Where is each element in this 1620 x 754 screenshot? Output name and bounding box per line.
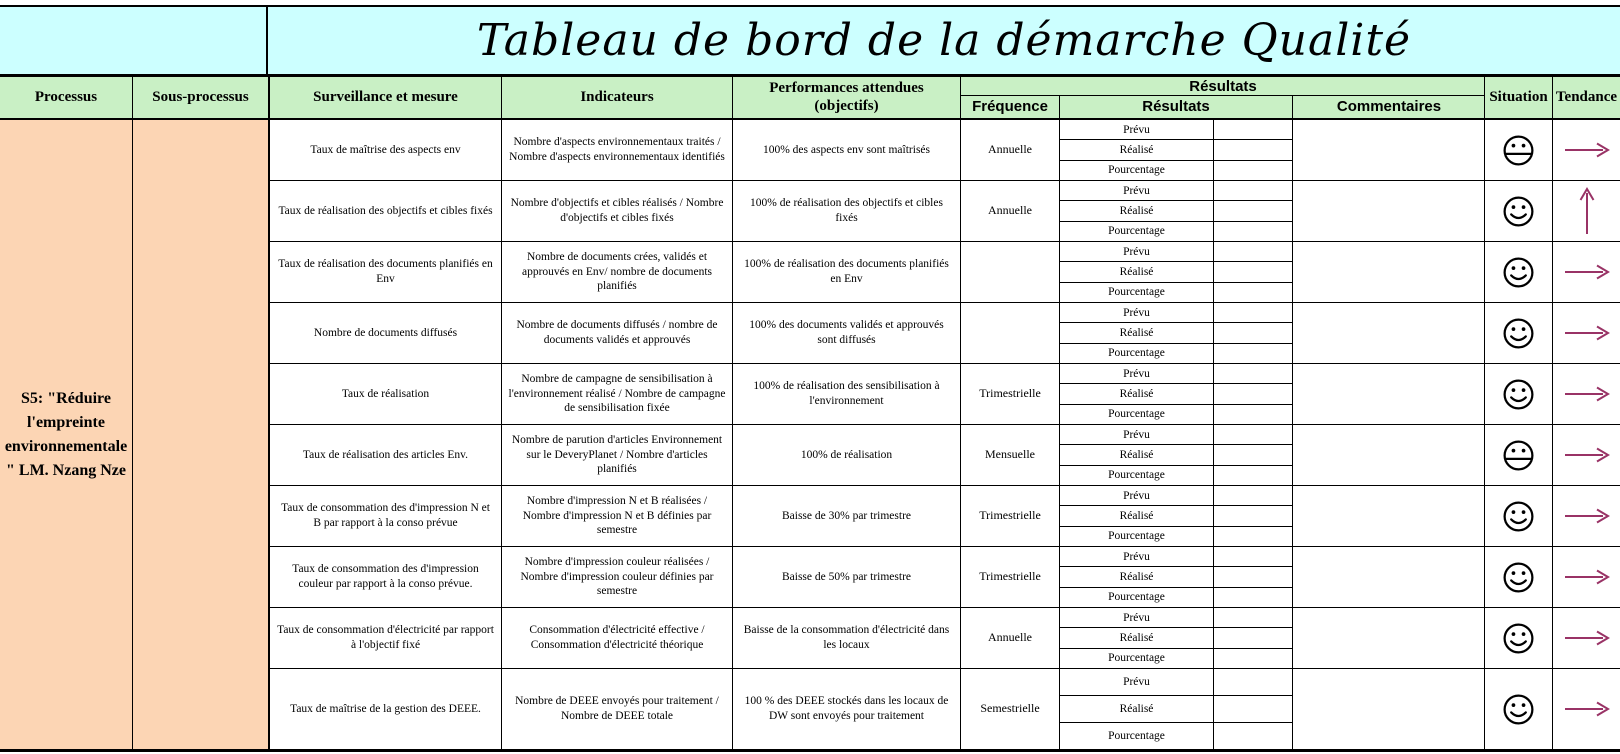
- top-margin: [0, 0, 1620, 7]
- frequence-text: Semestrielle: [980, 701, 1040, 716]
- pourcentage-label-cell[interactable]: Pourcentage: [1108, 286, 1165, 299]
- pourcentage-label-cell[interactable]: Pourcentage: [1108, 469, 1165, 482]
- surveillance-text: Taux de consommation des d'impression couleur par rapport à la conso prévue.: [292, 563, 479, 590]
- surveillance-text: Taux de maîtrise des aspects env: [310, 143, 461, 156]
- indicateur-cell[interactable]: [502, 608, 733, 668]
- header-resultats-group-label[interactable]: Résultats: [961, 77, 1485, 96]
- tendance-cell[interactable]: [1553, 303, 1620, 363]
- prevu-label-cell[interactable]: Prévu: [1060, 120, 1213, 140]
- realise-value-cell[interactable]: [1214, 323, 1292, 343]
- resultat-label-column: [1060, 608, 1214, 668]
- prevu-value-cell[interactable]: [1214, 242, 1292, 262]
- resultat-label-column: [1060, 303, 1214, 363]
- surveillance-cell[interactable]: [270, 364, 502, 424]
- smiley-face-icon: [1502, 500, 1535, 533]
- neutral-face-icon: [1502, 134, 1535, 167]
- frequence-cell[interactable]: [961, 669, 1060, 749]
- smiley-face-icon: [1502, 693, 1535, 726]
- resultat-label-column: [1060, 120, 1214, 180]
- prevu-value-cell[interactable]: [1214, 120, 1292, 140]
- prevu-label-cell[interactable]: Prévu: [1060, 242, 1213, 262]
- arrow-right-icon: [1563, 445, 1611, 465]
- performance-cell[interactable]: [733, 364, 961, 424]
- resultat-label-column: [1060, 547, 1214, 607]
- table-row: [270, 608, 1620, 669]
- pourcentage-label-cell[interactable]: Pourcentage: [1108, 408, 1165, 421]
- frequence-cell[interactable]: [961, 608, 1060, 668]
- tendance-cell[interactable]: [1553, 547, 1620, 607]
- table-row: [270, 547, 1620, 608]
- commentaire-cell[interactable]: [1293, 669, 1485, 749]
- prevu-label-cell[interactable]: Prévu: [1060, 669, 1213, 696]
- smiley-face-icon: [1502, 195, 1535, 228]
- indicateur-text: Consommation d'électricité effective / Consommation d'électricité théorique: [529, 624, 705, 651]
- resultat-value-column: [1214, 242, 1293, 302]
- smiley-face-icon: [1502, 378, 1535, 411]
- pourcentage-value-cell[interactable]: [1214, 405, 1292, 424]
- frequence-cell[interactable]: [961, 425, 1060, 485]
- commentaire-cell[interactable]: [1293, 364, 1485, 424]
- situation-cell[interactable]: [1485, 242, 1553, 302]
- situation-cell[interactable]: [1485, 120, 1553, 180]
- realise-value-cell[interactable]: [1214, 445, 1292, 465]
- resultat-label-column: [1060, 669, 1214, 749]
- performance-text: 100% de réalisation des objectifs et cibles fixés: [750, 197, 943, 224]
- situation-cell[interactable]: [1485, 181, 1553, 241]
- empty-corner-cell[interactable]: [0, 7, 268, 74]
- table-row: [270, 181, 1620, 242]
- header-processus[interactable]: Processus: [0, 77, 133, 118]
- resultat-label-column: [1060, 425, 1214, 485]
- frequence-text: Trimestrielle: [979, 569, 1041, 584]
- surveillance-cell[interactable]: [270, 669, 502, 749]
- arrow-right-icon: [1563, 506, 1611, 526]
- performance-cell[interactable]: [733, 547, 961, 607]
- prevu-value-cell[interactable]: [1214, 486, 1292, 506]
- arrow-right-icon: [1563, 567, 1611, 587]
- resultat-label-column: [1060, 242, 1214, 302]
- frequence-cell[interactable]: [961, 547, 1060, 607]
- surveillance-cell[interactable]: [270, 120, 502, 180]
- prevu-label-cell[interactable]: Prévu: [1060, 425, 1213, 445]
- table-row: [270, 242, 1620, 303]
- realise-label-cell[interactable]: Réalisé: [1060, 628, 1213, 648]
- pourcentage-value-cell[interactable]: [1214, 161, 1292, 180]
- resultat-value-column: [1214, 181, 1293, 241]
- indicateur-cell[interactable]: [502, 669, 733, 749]
- pourcentage-value-cell[interactable]: [1214, 527, 1292, 546]
- realise-value-cell[interactable]: [1214, 201, 1292, 221]
- performance-text: Baisse de 30% par trimestre: [781, 509, 911, 522]
- header-situation[interactable]: Situation: [1485, 77, 1553, 118]
- arrow-right-icon: [1563, 384, 1611, 404]
- table-row: [270, 486, 1620, 547]
- surveillance-text: Taux de consommation des d'impression N et B par rapport à la conso prévue: [281, 502, 490, 529]
- surveillance-cell[interactable]: [270, 425, 502, 485]
- pourcentage-label-cell[interactable]: Pourcentage: [1108, 347, 1165, 360]
- neutral-face-icon: [1502, 439, 1535, 472]
- prevu-label-cell[interactable]: Prévu: [1060, 303, 1213, 323]
- realise-value-cell[interactable]: [1214, 506, 1292, 526]
- dashboard-title-cell[interactable]: [268, 7, 1620, 74]
- header-frequence[interactable]: Fréquence: [961, 96, 1060, 118]
- pourcentage-value-cell[interactable]: [1214, 466, 1292, 485]
- prevu-label-cell[interactable]: Prévu: [1060, 181, 1213, 201]
- realise-value-cell[interactable]: [1214, 567, 1292, 587]
- performance-cell[interactable]: [733, 181, 961, 241]
- header-resultats-subrow: [961, 96, 1485, 118]
- tendance-cell[interactable]: [1553, 181, 1620, 241]
- frequence-cell[interactable]: [961, 303, 1060, 363]
- commentaire-cell[interactable]: [1293, 303, 1485, 363]
- resultat-label-column: [1060, 486, 1214, 546]
- indicateur-text: Nombre de documents diffusés / nombre de documents validés et approuvés: [516, 319, 718, 346]
- frequence-text: Trimestrielle: [979, 386, 1041, 401]
- realise-value-cell[interactable]: [1214, 628, 1292, 648]
- prevu-value-cell[interactable]: [1214, 181, 1292, 201]
- header-performances-text: Performances attendues (objectifs): [769, 80, 924, 114]
- pourcentage-value-cell[interactable]: [1214, 723, 1292, 749]
- indicateur-text: Nombre de campagne de sensibilisation à l'environnement réalisé / Nombre de campagne de sensibilisation fixée: [508, 372, 726, 415]
- frequence-cell[interactable]: [961, 120, 1060, 180]
- pourcentage-label-cell[interactable]: Pourcentage: [1108, 225, 1165, 238]
- performance-cell[interactable]: [733, 486, 961, 546]
- arrow-right-icon: [1563, 140, 1611, 160]
- indicateur-text: Nombre d'aspects environnementaux traités / Nombre d'aspects environnementaux identifiés: [509, 136, 725, 163]
- arrow-right-icon: [1563, 262, 1611, 282]
- commentaire-cell[interactable]: [1293, 120, 1485, 180]
- processus-merged-cell[interactable]: [0, 120, 133, 749]
- indicateur-cell[interactable]: [502, 486, 733, 546]
- indicateur-text: Nombre de documents crées, validés et approuvés en Env/ nombre de documents planifiés: [521, 250, 713, 293]
- situation-cell[interactable]: [1485, 425, 1553, 485]
- realise-label-cell[interactable]: Réalisé: [1060, 201, 1213, 221]
- indicateur-cell[interactable]: [502, 364, 733, 424]
- surveillance-cell[interactable]: [270, 486, 502, 546]
- commentaire-cell[interactable]: [1293, 181, 1485, 241]
- pourcentage-value-cell[interactable]: [1214, 588, 1292, 607]
- pourcentage-label-cell[interactable]: Pourcentage: [1108, 730, 1165, 742]
- frequence-cell[interactable]: [961, 181, 1060, 241]
- tendance-cell[interactable]: [1553, 425, 1620, 485]
- realise-value-cell[interactable]: [1214, 262, 1292, 282]
- table-body: [0, 120, 1620, 752]
- arrow-right-icon: [1563, 699, 1611, 719]
- frequence-text: Annuelle: [988, 142, 1032, 157]
- page-title: Tableau de bord de la démarche Qualité: [476, 15, 1412, 66]
- prevu-value-cell[interactable]: [1214, 608, 1292, 628]
- situation-cell[interactable]: [1485, 669, 1553, 749]
- pourcentage-value-cell[interactable]: [1214, 222, 1292, 241]
- surveillance-text: Taux de consommation d'électricité par rapport à l'objectif fixé: [277, 624, 494, 651]
- surveillance-cell[interactable]: [270, 608, 502, 668]
- realise-label-cell[interactable]: Réalisé: [1060, 262, 1213, 282]
- frequence-text: Trimestrielle: [979, 508, 1041, 523]
- situation-cell[interactable]: [1485, 547, 1553, 607]
- arrow-right-icon: [1563, 628, 1611, 648]
- resultat-value-column: [1214, 120, 1293, 180]
- tendance-cell[interactable]: [1553, 242, 1620, 302]
- performance-text: 100% de réalisation des sensibilisation à l'environnement: [753, 380, 940, 407]
- tendance-cell[interactable]: [1553, 486, 1620, 546]
- frequence-cell[interactable]: [961, 486, 1060, 546]
- indicateur-cell[interactable]: [502, 120, 733, 180]
- surveillance-text: Nombre de documents diffusés: [313, 326, 458, 339]
- prevu-value-cell[interactable]: [1214, 303, 1292, 323]
- surveillance-text: Taux de réalisation: [341, 387, 430, 400]
- header-resultats-sub[interactable]: Résultats: [1060, 96, 1293, 118]
- performance-text: 100% de réalisation: [800, 448, 893, 461]
- performance-cell[interactable]: [733, 669, 961, 749]
- performance-text: 100% des aspects env sont maîtrisés: [762, 143, 931, 156]
- realise-value-cell[interactable]: [1214, 384, 1292, 404]
- arrow-up-icon: [1577, 186, 1597, 236]
- table-row: [270, 425, 1620, 486]
- smiley-face-icon: [1502, 317, 1535, 350]
- realise-label-cell[interactable]: Réalisé: [1060, 323, 1213, 343]
- tendance-cell[interactable]: [1553, 120, 1620, 180]
- table-row: [270, 669, 1620, 749]
- prevu-label-cell[interactable]: Prévu: [1060, 608, 1213, 628]
- tendance-cell[interactable]: [1553, 608, 1620, 668]
- tendance-cell[interactable]: [1553, 364, 1620, 424]
- frequence-text: Annuelle: [988, 630, 1032, 645]
- commentaire-cell[interactable]: [1293, 425, 1485, 485]
- resultat-label-column: [1060, 364, 1214, 424]
- frequence-text: Mensuelle: [985, 447, 1035, 462]
- indicateur-text: Nombre de parution d'articles Environnement sur le DeveryPlanet / Nombre d'articles planifiés: [511, 433, 723, 476]
- smiley-face-icon: [1502, 622, 1535, 655]
- surveillance-text: Taux de réalisation des articles Env.: [302, 448, 469, 461]
- prevu-value-cell[interactable]: [1214, 364, 1292, 384]
- commentaire-cell[interactable]: [1293, 547, 1485, 607]
- realise-label-cell[interactable]: Réalisé: [1060, 506, 1213, 526]
- surveillance-cell[interactable]: [270, 181, 502, 241]
- pourcentage-label-cell[interactable]: Pourcentage: [1108, 591, 1165, 604]
- resultat-value-column: [1214, 608, 1293, 668]
- pourcentage-label-cell[interactable]: Pourcentage: [1108, 164, 1165, 177]
- pourcentage-value-cell[interactable]: [1214, 649, 1292, 668]
- resultat-value-column: [1214, 303, 1293, 363]
- situation-cell[interactable]: [1485, 303, 1553, 363]
- indicateur-cell[interactable]: [502, 425, 733, 485]
- header-tendance[interactable]: Tendance: [1555, 88, 1618, 105]
- processus-text: S5: "Réduire l'empreinte environnementale" LM. Nzang Nze: [4, 389, 128, 479]
- table-row: [270, 120, 1620, 181]
- resultat-value-column: [1214, 547, 1293, 607]
- column-header-row: [0, 77, 1620, 120]
- indicateur-cell[interactable]: [502, 547, 733, 607]
- situation-cell[interactable]: [1485, 486, 1553, 546]
- situation-cell[interactable]: [1485, 364, 1553, 424]
- commentaire-cell[interactable]: [1293, 242, 1485, 302]
- prevu-value-cell[interactable]: [1214, 669, 1292, 696]
- performance-cell[interactable]: [733, 303, 961, 363]
- realise-value-cell[interactable]: [1214, 696, 1292, 723]
- indicateur-cell[interactable]: [502, 303, 733, 363]
- situation-cell[interactable]: [1485, 608, 1553, 668]
- realise-label-cell[interactable]: Réalisé: [1060, 445, 1213, 465]
- indicateur-cell[interactable]: [502, 181, 733, 241]
- performance-cell[interactable]: [733, 425, 961, 485]
- resultat-label-column: [1060, 181, 1214, 241]
- tendance-cell[interactable]: [1553, 669, 1620, 749]
- resultat-value-column: [1214, 486, 1293, 546]
- surveillance-text: Taux de réalisation des documents planifiés en Env: [278, 258, 493, 285]
- realise-label-cell[interactable]: Réalisé: [1060, 140, 1213, 160]
- resultat-value-column: [1214, 364, 1293, 424]
- surveillance-cell[interactable]: [270, 303, 502, 363]
- prevu-label-cell[interactable]: Prévu: [1060, 486, 1213, 506]
- surveillance-text: Taux de maîtrise de la gestion des DEEE.: [290, 702, 481, 715]
- prevu-value-cell[interactable]: [1214, 547, 1292, 567]
- frequence-text: Annuelle: [988, 203, 1032, 218]
- prevu-label-cell[interactable]: Prévu: [1060, 364, 1213, 384]
- frequence-cell[interactable]: [961, 242, 1060, 302]
- header-sous-processus[interactable]: Sous-processus: [133, 77, 270, 118]
- header-resultats-group: [961, 77, 1485, 118]
- sous-processus-merged-cell[interactable]: [133, 120, 270, 749]
- performance-text: 100% de réalisation des documents planifiés en Env: [744, 258, 949, 285]
- data-rows: [270, 120, 1620, 749]
- realise-label-cell[interactable]: Réalisé: [1060, 567, 1213, 587]
- arrow-right-icon: [1563, 323, 1611, 343]
- indicateur-text: Nombre de DEEE envoyés pour traitement / Nombre de DEEE totale: [515, 695, 719, 722]
- header-indicateurs[interactable]: Indicateurs: [502, 77, 733, 118]
- pourcentage-label-cell[interactable]: Pourcentage: [1108, 652, 1165, 665]
- performance-text: 100 % des DEEE stockés dans les locaux de DW sont envoyés pour traitement: [744, 695, 949, 722]
- performance-cell[interactable]: [733, 120, 961, 180]
- table-row: [270, 364, 1620, 425]
- performance-cell[interactable]: [733, 608, 961, 668]
- performance-text: Baisse de 50% par trimestre: [781, 570, 911, 583]
- commentaire-cell[interactable]: [1293, 486, 1485, 546]
- pourcentage-value-cell[interactable]: [1214, 283, 1292, 302]
- prevu-label-cell[interactable]: Prévu: [1060, 547, 1213, 567]
- header-surveillance[interactable]: Surveillance et mesure: [270, 77, 502, 118]
- indicateur-text: Nombre d'objectifs et cibles réalisés / Nombre d'objectifs et cibles fixés: [510, 197, 724, 224]
- commentaire-cell[interactable]: [1293, 608, 1485, 668]
- header-performances[interactable]: [733, 77, 961, 118]
- performance-text: 100% des documents validés et approuvés sont diffusés: [749, 319, 944, 346]
- realise-value-cell[interactable]: [1214, 140, 1292, 160]
- pourcentage-value-cell[interactable]: [1214, 344, 1292, 363]
- frequence-cell[interactable]: [961, 364, 1060, 424]
- header-commentaires[interactable]: Commentaires: [1336, 98, 1442, 116]
- realise-label-cell[interactable]: Réalisé: [1060, 384, 1213, 404]
- surveillance-cell[interactable]: [270, 547, 502, 607]
- resultat-value-column: [1214, 425, 1293, 485]
- indicateur-cell[interactable]: [502, 242, 733, 302]
- surveillance-text: Taux de réalisation des objectifs et cibles fixés: [278, 204, 493, 217]
- prevu-value-cell[interactable]: [1214, 425, 1292, 445]
- performance-text: Baisse de la consommation d'électricité dans les locaux: [743, 624, 950, 651]
- table-row: [270, 303, 1620, 364]
- resultat-value-column: [1214, 669, 1293, 749]
- indicateur-text: Nombre d'impression couleur réalisées / Nombre d'impression couleur définies par semestre: [520, 555, 714, 598]
- smiley-face-icon: [1502, 256, 1535, 289]
- realise-label-cell[interactable]: Réalisé: [1060, 696, 1213, 723]
- title-band: [0, 7, 1620, 77]
- pourcentage-label-cell[interactable]: Pourcentage: [1108, 530, 1165, 543]
- smiley-face-icon: [1502, 561, 1535, 594]
- indicateur-text: Nombre d'impression N et B réalisées / Nombre d'impression N et B définies par semestre: [522, 494, 712, 537]
- surveillance-cell[interactable]: [270, 242, 502, 302]
- performance-cell[interactable]: [733, 242, 961, 302]
